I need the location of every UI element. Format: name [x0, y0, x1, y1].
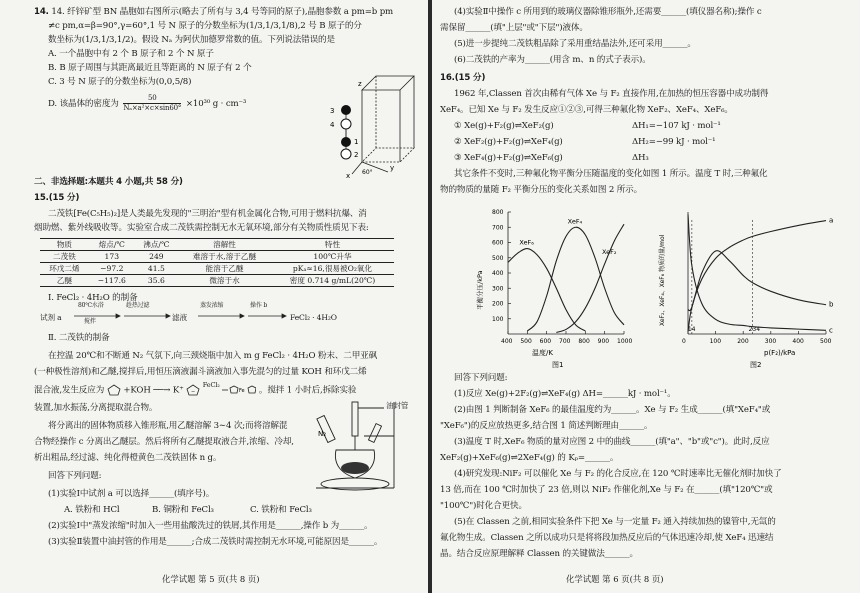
- q15-intro-1: 二茂铁[Fe(C₅H₅)₂]是人类最先发现的"三明治"型有机金属化合物,可用于燃料抗爆、消: [48, 209, 367, 219]
- series-line-3: [556, 224, 624, 332]
- series-label: XeF₂: [602, 248, 617, 257]
- flow-mid: 滤液: [172, 313, 187, 322]
- q16-intro-4: 物的物质的量随 F₂ 平衡分压的变化关系如图 2 所示。: [440, 185, 643, 195]
- table-cell: 密度 0.714 g/mL(20℃): [271, 275, 394, 287]
- svg-text:Fe: Fe: [239, 388, 245, 394]
- atom-4: [341, 119, 351, 129]
- table-cell: 100℃升华: [271, 251, 394, 263]
- reaction-1: ① Xe(g)+F₂(g)⇌XeF₂(g): [454, 121, 554, 131]
- density-numerator: 50: [123, 94, 181, 104]
- figure-1-chart: [472, 200, 632, 368]
- flask-liquid: [341, 462, 369, 474]
- series-line-b: [688, 251, 826, 311]
- q14-line-1: 14. 14. 纤锌矿型 BN 晶胞如右图所示(略去了所有与 3,4 号等同的原子),晶胞参数 a pm=b pm: [34, 7, 394, 17]
- x-tick-label: 700: [559, 338, 571, 345]
- cyclopentadiene-icon: [107, 384, 121, 396]
- q15-para-6: 装置,加水振荡,分离提取混合物。: [34, 403, 158, 413]
- series-label: XeF₆: [519, 238, 534, 247]
- x-tick-label: 0: [682, 338, 686, 345]
- q16-sub-2-line-2: "XeF₆")的反应放热更多,结合图 1 简述判断理由______。: [440, 421, 653, 431]
- x-tick-label: 600: [539, 338, 552, 345]
- density-denominator: Nₐ×a²×c×sin60°: [123, 104, 182, 112]
- atom-3: [341, 105, 351, 115]
- gas-label: N₂: [318, 430, 327, 438]
- right-page-footer: 化学试题 第 6 页(共 8 页): [566, 574, 664, 584]
- q15-para-8: 合物经操作 c 分离出乙醚层。然后将所有乙醚提取液合并,浓缩、冷却,: [34, 437, 294, 447]
- x-tick-label: 300: [764, 338, 777, 345]
- table-row: [40, 251, 394, 263]
- table-header: 溶解性: [178, 239, 271, 251]
- table-header: 沸点/℃: [135, 239, 178, 251]
- q15-sub-1-option-a: A. 铁粉和 HCl: [64, 505, 120, 515]
- x-tick-label: 100: [709, 338, 722, 345]
- table-row: [40, 263, 394, 275]
- cyclopentadienide-icon: [186, 384, 200, 396]
- flow-step-1-bottom: 搅拌: [84, 318, 96, 325]
- y-tick-label: 300: [492, 285, 504, 293]
- table-cell: 微溶于水: [178, 275, 271, 287]
- table-cell: 能溶于乙醚: [178, 263, 271, 275]
- figure-caption: 图2: [750, 361, 762, 368]
- series-line-1: [508, 249, 585, 331]
- table-cell: pKₐ≈16,很易被O₂氧化: [271, 263, 394, 275]
- label-1: 1: [354, 138, 359, 146]
- q15-sub-3: (3)实验Ⅱ装置中油封管的作用是______;合成二茂铁时需控制无水环境,可能原因是______。: [48, 537, 383, 547]
- q16-sub-5-line-3: 晶。结合反应原理解释 Classen 的关键做法______。: [440, 549, 638, 559]
- table-cell: 难溶于水,溶于乙醚: [178, 251, 271, 263]
- angle-label: 60°: [362, 169, 373, 176]
- table-header-row: [40, 239, 394, 251]
- q15-para-3: 在控温 20℃和不断通 N₂ 气氛下,向三颈烧瓶中加入 m g FeCl₂ · 4H₂O 粉末、二甲亚砜: [48, 351, 378, 361]
- flow-step-2-top: 趁热过滤: [126, 302, 150, 309]
- y-axis-label: 平衡分压/kPa: [476, 270, 484, 310]
- q15-heading: 15.(15 分): [34, 193, 80, 203]
- reaction-3-enthalpy: ΔH₃: [632, 153, 649, 163]
- q14-option-d: D. 该晶体的密度为 $\frac{50}{\text{Nₐ×a²×c×sin60°}}$ ×10³⁰ g · cm⁻³: [48, 94, 247, 112]
- property-table: [40, 238, 394, 287]
- right-page: [432, 0, 860, 593]
- marker-label: 234: [748, 326, 761, 333]
- flow-arrows: [72, 306, 322, 326]
- x-tick-label: 900: [597, 338, 610, 345]
- label-4: 4: [330, 121, 335, 129]
- part-1-heading: Ⅰ. FeCl₂ · 4H₂O 的制备: [48, 293, 138, 303]
- figure-2-chart: [654, 200, 844, 368]
- q16-sub-4-line-1: (4)研究发现:NiF₂ 可以催化 Xe 与 F₂ 的化合反应,在 120 ℃时速率比无催化剂时加快了: [454, 469, 782, 479]
- series-label-a: a: [829, 216, 834, 225]
- q16-answer-prompt: 回答下列问题:: [454, 373, 508, 383]
- y-tick-label: 800: [492, 209, 504, 216]
- q15-para-4: (一种极性溶剂)和乙醚,搅拌后,用恒压滴液漏斗滴液加入事先混匀的过量 KOH 和环戊二烯: [34, 367, 367, 377]
- q15-sub-4-line-2: 需保留______(填"上层"或"下层")液体。: [440, 23, 588, 33]
- q15-sub-1: (1)实验Ⅰ中试剂 a 可以选择______(填序号)。: [48, 489, 215, 499]
- flow-end: FeCl₂ · 4H₂O: [290, 313, 337, 322]
- figure-caption: 图1: [552, 361, 564, 368]
- table-cell: 二茂铁: [40, 251, 89, 263]
- q14-line-3: 数坐标为(1/3,1/3,1/2)。假设 Nₐ 为阿伏加德罗常数的值。下列说法错误的是: [48, 35, 335, 45]
- reaction-1-enthalpy: ΔH₁=−107 kJ · mol⁻¹: [632, 121, 721, 131]
- q15-sub-2: (2)实验Ⅰ中"蒸发浓缩"时加入一些用盐酸洗过的铁屑,其作用是______,操作 b 为______。: [48, 521, 373, 531]
- flow-start: 试剂 a: [40, 313, 62, 322]
- marker-label: 14: [687, 326, 696, 333]
- reaction-2-enthalpy: ΔH₂=−99 kJ · mol⁻¹: [632, 137, 716, 147]
- q14-option-b: B. B 原子周围与其距离最近且等距离的 N 原子有 2 个: [48, 63, 252, 73]
- ferrocene-icon: [222, 384, 256, 396]
- x-tick-label: 500: [520, 338, 532, 345]
- table-header: 熔点/℃: [89, 239, 135, 251]
- q16-sub-5-line-2: 氟化物生成。Classen 之所以成功只是将将段加热反应后的气体迅速冷却,使 XeF₄ 迅速结: [440, 533, 774, 543]
- x-tick-label: 500: [820, 338, 832, 345]
- q14-option-c: C. 3 号 N 原子的分数坐标为(0,0,5/8): [48, 77, 192, 87]
- x-tick-label: 1000: [617, 338, 632, 345]
- y-tick-label: 100: [492, 315, 504, 323]
- axis-x: x: [346, 172, 351, 180]
- table-cell: 41.5: [135, 263, 178, 275]
- x-tick-label: 400: [792, 338, 804, 345]
- q16-heading: 16.(15 分): [440, 73, 486, 83]
- axis-y: y: [390, 164, 395, 172]
- table-cell: −117.6: [89, 275, 135, 287]
- series-label-b: b: [829, 300, 834, 309]
- q15-sub-1-option-c: C. 铁粉和 FeCl₃: [250, 505, 312, 515]
- y-tick-label: 700: [492, 224, 504, 232]
- q15-sub-4-line-1: (4)实验Ⅱ中操作 c 所用到的玻璃仪器除锥形瓶外,还需要______(填仪器名称);操作 c: [454, 7, 762, 17]
- y-tick-label: 600: [492, 239, 504, 247]
- table-header: 物质: [40, 239, 89, 251]
- table-cell: −97.2: [89, 263, 135, 275]
- series-line-c: [688, 214, 826, 330]
- atom-1: [341, 137, 351, 147]
- table-cell: 173: [89, 251, 135, 263]
- series-label: XeF₄: [567, 217, 583, 226]
- table-cell: 35.6: [135, 275, 178, 287]
- flow-step-1-top: 80℃水浴: [78, 302, 104, 309]
- series-line-a: [688, 221, 826, 332]
- q15-intro-2: 烟助燃、紫外线吸收等。实验室合成二茂铁需控制无水无氧环境,部分有关物质性质见下表:: [34, 223, 369, 233]
- y-tick-label: 200: [492, 300, 504, 308]
- oil-seal-tube-label: 油封管: [386, 401, 409, 410]
- y-axis-label: XeF₂、XeF₄、XeF₆ 物质的量/mol: [659, 234, 666, 326]
- flow-step-4-top: 操作 b: [250, 302, 268, 309]
- label-2: 2: [354, 151, 359, 159]
- y-tick-label: 400: [492, 270, 504, 277]
- flow-step-3-top: 蒸发浓缩: [200, 302, 224, 309]
- reaction-3: ③ XeF₄(g)+F₂(g)⇌XeF₆(g): [454, 153, 563, 163]
- part-2-heading: Ⅱ. 二茂铁的制备: [48, 333, 110, 343]
- q15-sub-5: (5)进一步提纯二茂铁粗品除了采用重结晶法外,还可采用______。: [454, 39, 696, 49]
- q16-intro-2: XeF₄。已知 Xe 与 F₂ 发生反应①②③,可得三种氟化物 XeF₂、XeF₄、XeF₆。: [440, 105, 733, 115]
- q15-para-7: 将分离出的固体物质移入锥形瓶,用乙醚溶解 3∼4 次;而将溶解混: [48, 421, 288, 431]
- label-3: 3: [330, 107, 335, 115]
- table-cell: 环戊二烯: [40, 263, 89, 275]
- series-line-2: [527, 227, 624, 331]
- q15-para-9: 析出粗品,经过滤、纯化得橙黄色二茂铁固体 n g。: [34, 453, 222, 463]
- x-tick-label: 200: [737, 338, 749, 345]
- q16-intro-1: 1962 年,Classen 首次由稀有气体 Xe 与 F₂ 直接作用,在加热的恒压容器中成功制得: [454, 89, 769, 99]
- q14-option-a: A. 一个晶胞中有 2 个 B 原子和 2 个 N 原子: [48, 49, 214, 59]
- q16-sub-3-line-2: XeF₂(g)+XeF₆(g)⇌2XeF₄(g) 的 Kₚ=______。: [440, 453, 619, 463]
- q15-reaction-line: 混合液,发生反应为 +KOH ──→ K⁺ − $^{FeCl_2}$ Fe 。搅拌 1 小时后,拆除实验: [34, 380, 357, 396]
- left-page-footer: 化学试题 第 5 页(共 8 页): [162, 574, 260, 584]
- svg-text:−: −: [191, 389, 196, 395]
- q15-sub-6: (6)二茂铁的产率为______(用含 m、n 的式子表示)。: [454, 55, 651, 65]
- series-label-c: c: [829, 326, 833, 335]
- x-tick-label: 800: [578, 338, 590, 345]
- q16-sub-1: (1)反应 Xe(g)+2F₂(g)⇌XeF₄(g) ΔH=______kJ · mol⁻¹。: [454, 389, 676, 399]
- axis-z: z: [358, 80, 362, 88]
- q16-sub-5-line-1: (5)在 Classen 之前,相同实验条件下把 Xe 与一定量 F₂ 通入持续加热的镍管中,无氙的: [454, 517, 776, 527]
- table-cell: 249: [135, 251, 178, 263]
- q16-sub-2-line-1: (2)由图 1 判断制备 XeF₆ 的最佳温度约为______。Xe 与 F₂ 生成______(填"XeF₄"或: [454, 405, 771, 415]
- atom-2: [341, 149, 351, 159]
- q16-sub-3-line-1: (3)温度 T 时,XeF₆ 物质的量对应图 2 中的曲线______(填"a"、"b"或"c")。此时,反应: [454, 437, 770, 447]
- reaction-2: ② XeF₂(g)+F₂(g)⇌XeF₄(g): [454, 137, 563, 147]
- q14-line-2: ≠c pm,α=β=90°,γ=60°,1 号 N 原子的分数坐标为(1/3,1/3,1/8),2 号 B 原子的分: [48, 21, 362, 31]
- q16-intro-3: 其它条件不变时,三种氟化物平衡分压随温度的变化如图 1 所示。温度 T 时,三种氟化: [454, 169, 768, 179]
- table-row: [40, 275, 394, 287]
- x-tick-label: 400: [501, 338, 513, 345]
- x-axis-label: p(F₂)/kPa: [764, 349, 796, 357]
- table-header: 特性: [271, 239, 394, 251]
- q15-answer-prompt: 回答下列问题:: [48, 471, 102, 481]
- bn-unit-cell-figure: [322, 70, 422, 180]
- q16-sub-4-line-3: "100℃")时化合更快。: [440, 501, 527, 511]
- left-page: [0, 0, 428, 593]
- q15-sub-1-option-b: B. 铜粉和 FeCl₃: [152, 505, 214, 515]
- section-2-heading: 二、非选择题:本题共 4 小题,共 58 分): [34, 177, 183, 187]
- q16-sub-4-line-2: 13 倍,而在 100 ℃时加快了 23 倍,则以 NiF₂ 作催化剂,Xe 与 F₂ 在______(填"120℃"或: [440, 485, 773, 495]
- table-cell: 乙醚: [40, 275, 89, 287]
- x-axis-label: 温度/K: [532, 349, 553, 357]
- y-tick-label: 500: [492, 254, 504, 262]
